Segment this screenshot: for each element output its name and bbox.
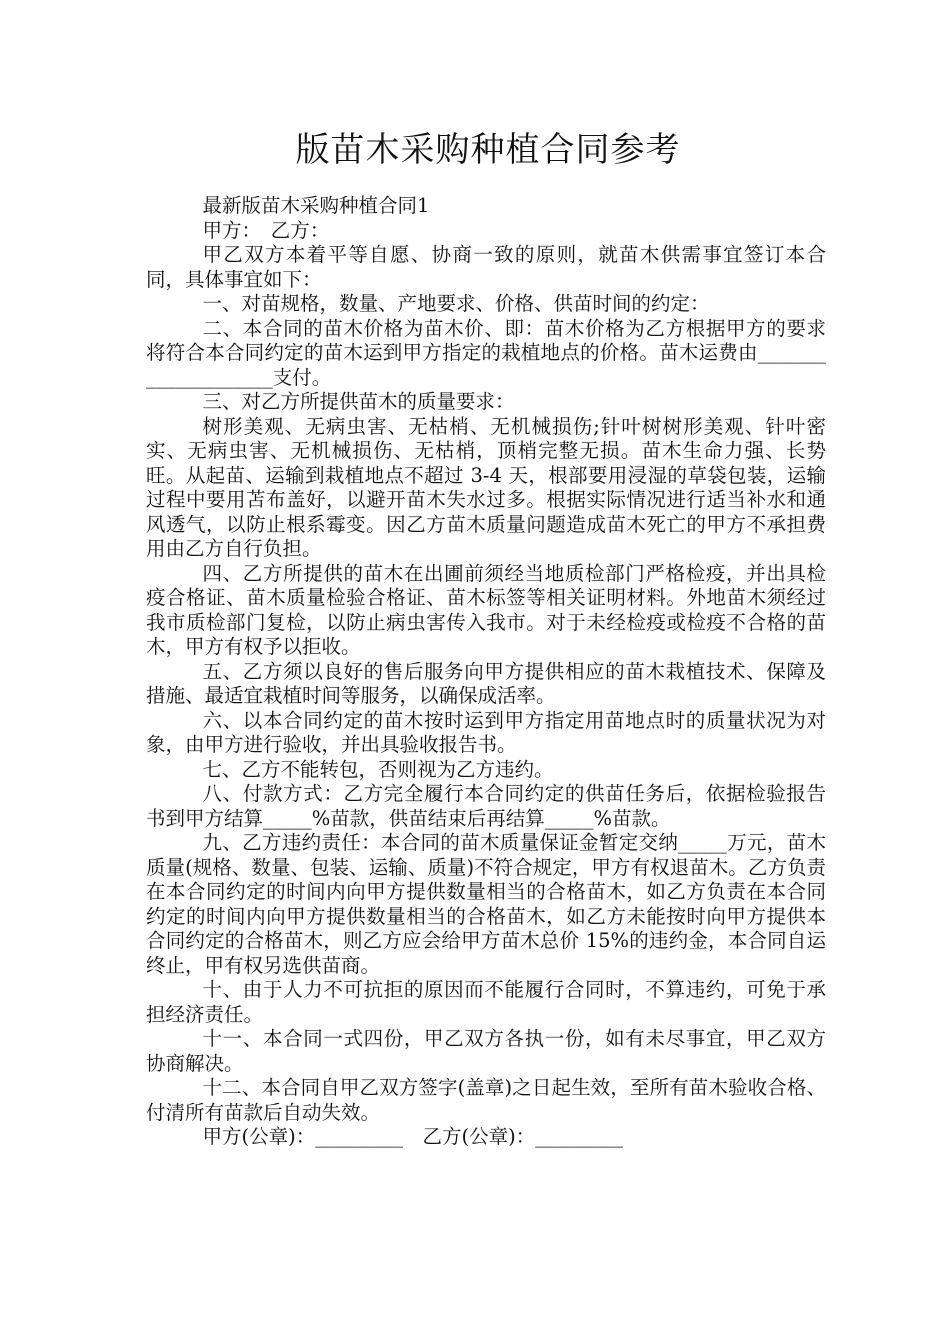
document-page [146, 0, 826, 1150]
clause-5: 五、乙方须以良好的售后服务向甲方提供相应的苗木栽植技术、保障及措施、最适宜栽植时间等服务，以确保成活率。 [146, 659, 826, 707]
clause-2: 二、本合同的苗木价格为苗木价、即：苗木价格为乙方根据甲方的要求将符合本合同约定的苗木运到甲方指定的栽植地点的价格。苗木运费由____________________支付。 [146, 316, 826, 389]
parties-line: 甲方： 乙方： [202, 218, 330, 242]
clause-12: 十二、本合同自甲乙双方签字(盖章)之日起生效，至所有苗木验收合格、付清所有苗款后自动失效。 [146, 1076, 826, 1124]
signature-line: 甲方(公章)：_________ 乙方(公章)：_________ [202, 1125, 623, 1148]
clause-6: 六、以本合同约定的苗木按时运到甲方指定用苗地点时的质量状况为对象，由甲方进行验收，并出具验收报告书。 [146, 708, 826, 756]
clause-4: 四、乙方所提供的苗木在出圃前须经当地质检部门严格检疫，并出具检疫合格证、苗木质量检验合格证、苗木标签等相关证明材料。外地苗木须经过我市质检部门复检，以防止病虫害传入我市。对于未经检疫或检疫不合格的苗木，甲方有权予以拒收。 [146, 561, 826, 658]
clause-7: 七、乙方不能转包，否则视为乙方违约。 [202, 757, 554, 781]
clause-1: 一、对苗规格，数量、产地要求、价格、供苗时间的约定： [202, 292, 710, 315]
clause-9: 九、乙方违约责任：本合同的苗木质量保证金暂定交纳_____万元，苗木质量(规格、数量、包装、运输、质量)不符合规定，甲方有权退苗木。乙方负责在本合同约定的时间内向甲方提供数量相当的合格苗木，如乙方负责在本合同约定的时间内向甲方提供数量相当的合格苗木，如乙方未能按时向甲方提供本合同约定的合格苗木，则乙方应会给甲方苗木总价 15%的违约金，本合同自运终止，甲有权另选供苗商。 [146, 831, 826, 977]
document-body [146, 194, 826, 1150]
contract-heading: 最新版苗木采购种植合同1 [202, 194, 430, 217]
document-title: 版苗木采购种植合同参考 [295, 130, 681, 170]
preamble-paragraph: 甲乙双方本着平等自愿、协商一致的原则，就苗木供需事宜签订本合同，具体事宜如下： [146, 243, 826, 291]
clause-3: 三、对乙方所提供苗木的质量要求： [202, 390, 515, 413]
clause-10: 十、由于人力不可抗拒的原因而不能履行合同时，不算违约，可免于承担经济责任。 [146, 978, 826, 1026]
clause-11: 十一、本合同一式四份，甲乙双方各执一份，如有未尽事宜，甲乙双方协商解决。 [146, 1027, 826, 1075]
clause-8: 八、付款方式：乙方完全履行本合同约定的供苗任务后，依据检验报告书到甲方结算_____%苗款，供苗结束后再结算_____%苗款。 [146, 782, 826, 830]
clause-3-detail: 树形美观、无病虫害、无枯梢、无机械损伤;针叶树树形美观、针叶密实、无病虫害、无机械损伤、无枯梢，顶梢完整无损。苗木生命力强、长势旺。从起苗、运输到栽植地点不超过 3-4 天，根部要用浸湿的草袋包装，运输过程中要用苫布盖好，以避开苗木失水过多。根据实际情况进行适当补水和通风透气，以防止根系霉变。因乙方苗木质量问题造成苗木死亡的甲方不承担费用由乙方自行负担。 [146, 414, 826, 560]
